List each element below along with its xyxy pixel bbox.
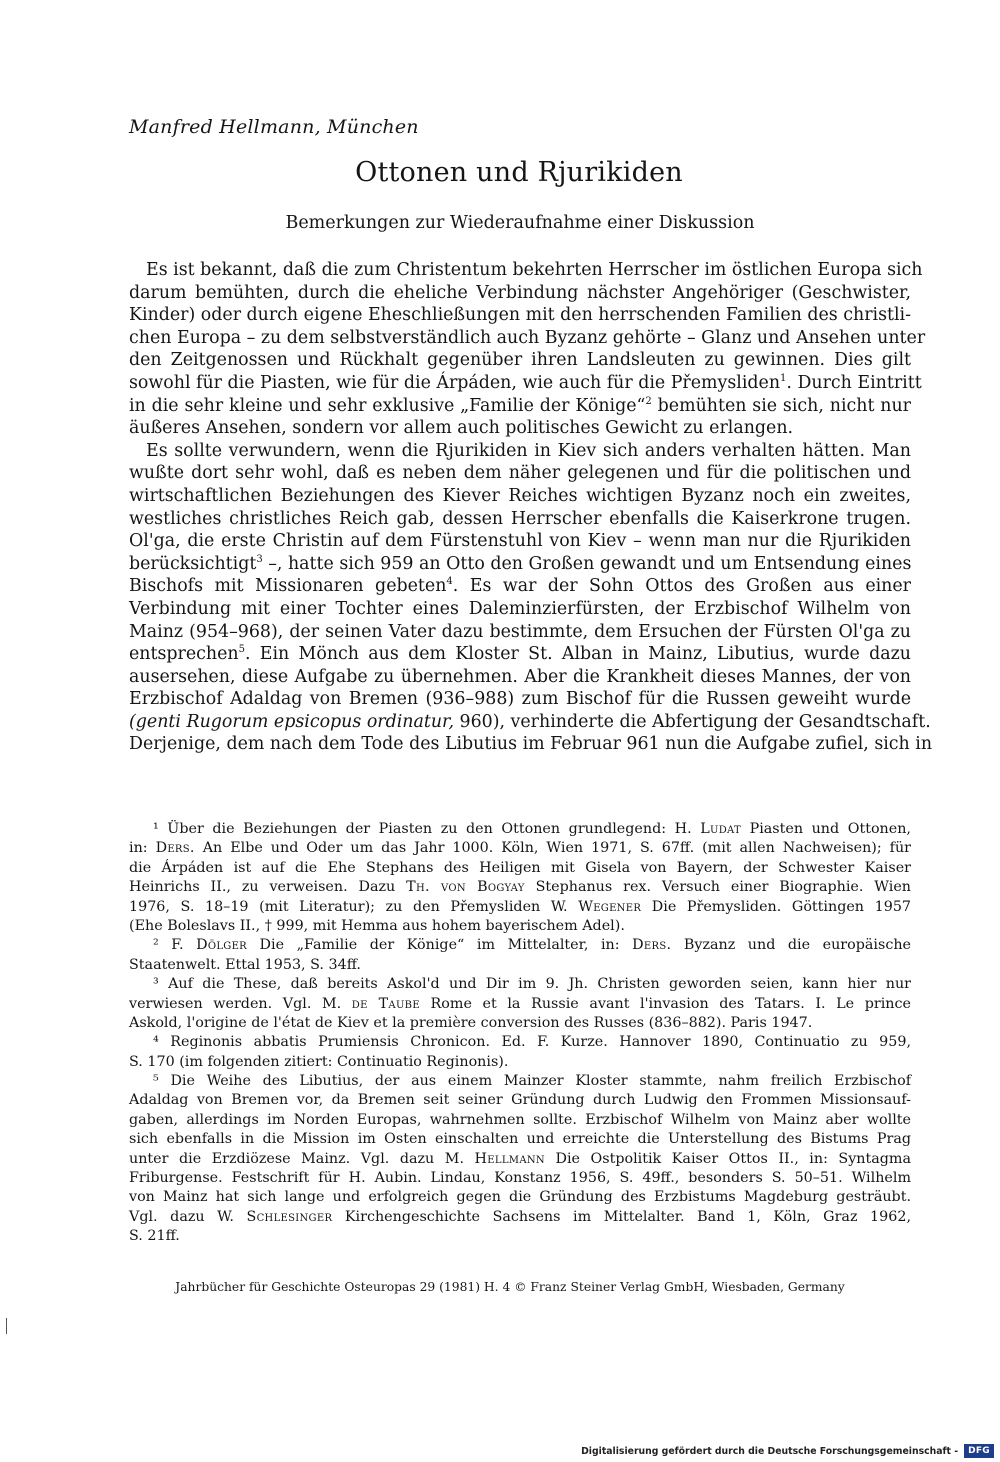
dfg-credit-text: Digitalisierung gefördert durch die Deutsche Forschungsgemeinschaft - [581, 1445, 959, 1457]
footnote-text: Die „Familie der Könige“ im Mittelalter, in: [247, 937, 633, 954]
body-line: Verbindung mit einer Tochter eines Daleminzierfürsten, der Erzbischof Wilhelm von [129, 598, 911, 619]
body-text-segment: . Durch Eintritt [786, 372, 922, 393]
footnote-line: Staatenwelt. Ettal 1953, S. 34ff. [129, 956, 361, 973]
cited-author: Ders. [155, 840, 195, 857]
footnote-line: ³ Auf die These, daß bereits Askol'd und Dir im 9. Jh. Christen geworden seien, kann hier nur [153, 976, 911, 993]
body-text-segment: berücksichtigt [129, 553, 257, 574]
body-line: Mainz (954–968), der seinen Vater dazu bestimmte, dem Ersuchen der Fürsten Ol'ga zu [129, 621, 911, 642]
body-text-segment: bemühten sie sich, nicht nur [651, 395, 911, 416]
body-line: äußeres Ansehen, sondern vor allem auch politisches Gewicht zu erlangen. [129, 418, 794, 439]
body-text-segment: . Ein Mönch aus dem Kloster St. Alban in Mainz, Libutius, wurde dazu [244, 644, 911, 665]
footnote-line [129, 936, 911, 955]
footnote-line: Adaldag von Bremen vor, da Bremen seit seiner Gründung durch Ludwig den Frommen Missionsauf- [129, 1092, 911, 1109]
body-line [129, 372, 922, 395]
body-line [129, 575, 911, 598]
footnote-line [129, 839, 911, 858]
footnote-ref[interactable]: 1 [780, 372, 787, 384]
author-line: Manfred Hellmann, München [129, 116, 419, 138]
body-line [129, 553, 911, 576]
body-text-segment: in die sehr kleine und sehr exklusive „Familie der Könige“ [129, 395, 646, 416]
footnote-ref[interactable]: 5 [238, 644, 245, 656]
cited-author: Wegener [578, 898, 642, 915]
footnote-line: ⁴ Reginonis abbatis Prumiensis Chronicon. Ed. F. Kurze. Hannover 1890, Continuatio zu 959, [153, 1034, 911, 1051]
cited-author: Ders. [632, 937, 672, 954]
body-line: Es sollte verwundern, wenn die Rjurikiden in Kiev sich anders verhalten hätten. Man [146, 440, 911, 461]
body-line: Kinder) oder durch eigene Eheschließungen mit den herrschenden Familien des christli- [129, 305, 911, 326]
margin-mark [6, 1318, 7, 1334]
footnote-ref[interactable]: 3 [256, 553, 263, 565]
footnote-line [129, 995, 911, 1014]
footnote-text: ² F. [153, 937, 197, 954]
footnote-text: verwiesen werden. Vgl. M. [129, 995, 352, 1012]
footnote-text: Piasten und Ottonen, [741, 821, 911, 837]
footnote-text: ¹ Über die Beziehungen der Piasten zu den Ottonen grundlegend: H. [153, 821, 701, 837]
body-line: chen Europa – zu dem selbstverständlich auch Byzanz gehörte – Glanz und Ansehen unter [129, 327, 926, 348]
body-text-segment: . Es war der Sohn Ottos des Großen aus einer [452, 576, 911, 597]
footnote-line: S. 21ff. [129, 1228, 180, 1245]
footnote-text: Kirchengeschichte Sachsens im Mittelalter. Band 1, Köln, Graz 1962, [332, 1208, 911, 1225]
body-text-segment: 960), verhinderte die Abfertigung der Gesandtschaft. [454, 711, 931, 732]
footnote-text: Byzanz und die europäische [671, 937, 912, 954]
body-line: Es ist bekannt, daß die zum Christentum bekehrten Herrscher im östlichen Europa sich [146, 260, 923, 280]
footnote-line: Friburgense. Festschrift für H. Aubin. Lindau, Konstanz 1956, S. 49ff., besonders S. 50–51. Wilhelm [129, 1170, 911, 1187]
dfg-logo-icon[interactable]: DFG [964, 1444, 994, 1458]
cited-author: Schlesinger [246, 1208, 333, 1225]
footnote-line [129, 1208, 911, 1227]
body-line: Erzbischof Adaldag von Bremen (936–988) zum Bischof für die Russen geweiht wurde [129, 689, 911, 710]
body-line: darum bemühten, durch die eheliche Verbindung nächster Angehöriger (Geschwister, [129, 282, 911, 303]
body-line: westliches christliches Reich gab, dessen Herrscher ebenfalls die Kaiserkrone trugen. [129, 508, 911, 529]
body-text-segment: entsprechen [129, 644, 239, 665]
footnote-line [129, 878, 911, 897]
latin-quote: (genti Rugorum epsicopus ordinatur, [129, 711, 454, 732]
cited-author: Hellmann [474, 1150, 545, 1167]
body-line [129, 395, 911, 418]
footnote-text: Die Ostpolitik Kaiser Ottos II., in: Syntagma [544, 1150, 912, 1167]
footnote-ref[interactable]: 2 [645, 395, 652, 407]
footnote-line: (Ehe Boleslavs II., † 999, mit Hemma aus hohem bayerischem Adel). [129, 917, 625, 934]
footnote-text: Die Přemysliden. Göttingen 1957 [641, 898, 912, 915]
journal-footer: Jahrbücher für Geschichte Osteuropas 29 (1981) H. 4 © Franz Steiner Verlag GmbH, Wiesbaden, Germany [175, 1280, 845, 1294]
cited-author: de Taube [351, 995, 420, 1012]
cited-author: Ludat [700, 821, 741, 837]
body-line: den Zeitgenossen und Rückhalt gegenüber ihren Landsleuten zu gewinnen. Dies gilt [129, 350, 911, 371]
footnote-text: Heinrichs II., zu verweisen. Dazu [129, 879, 407, 896]
footnote-line [129, 820, 911, 839]
footnote-text: 1976, S. 18–19 (mit Literatur); zu den Přemysliden W. [129, 898, 579, 915]
body-text-segment: –, hatte sich 959 an Otto den Großen gewandt und um Entsendung eines [262, 553, 912, 574]
cited-author: Dölger [196, 937, 247, 954]
footnote-ref[interactable]: 4 [446, 576, 453, 588]
body-line: ausersehen, diese Aufgabe zu übernehmen. Aber die Krankheit dieses Mannes, der von [129, 666, 911, 687]
body-line [129, 643, 911, 666]
article-title: Ottonen und Rjurikiden [355, 157, 683, 188]
footnote-line [129, 898, 911, 917]
body-line: wirtschaftlichen Beziehungen des Kiever Reiches wichtigen Byzanz noch ein zweites, [129, 485, 911, 506]
footnote-text: Rome et la Russie avant l'invasion des Tatars. I. Le prince [419, 995, 911, 1012]
body-line [129, 711, 931, 734]
footnote-text: Stephanus rex. Versuch einer Biographie. Wien [524, 879, 911, 896]
footnote-line: S. 170 (im folgenden zitiert: Continuatio Reginonis). [129, 1053, 509, 1070]
footnote-text: unter die Erzdiözese Mainz. Vgl. dazu M. [129, 1150, 475, 1167]
footnote-text: Vgl. dazu W. [129, 1208, 247, 1225]
body-line: Ol'ga, die erste Christin auf dem Fürstenstuhl von Kiev – wenn man nur die Rjurikiden [129, 531, 911, 552]
body-text-segment: sowohl für die Piasten, wie für die Árpáden, wie auch für die Přemysliden [129, 372, 781, 393]
body-line: Derjenige, dem nach dem Tode des Libutius im Februar 961 nun die Aufgabe zufiel, sich in [129, 734, 933, 755]
footnote-line: die Árpáden ist auf die Ehe Stephans des Heiligen mit Gisela von Bayern, der Schwester Kaiser [129, 859, 911, 876]
footnote-line: ⁵ Die Weihe des Libutius, der aus einem Mainzer Kloster stammte, nahm freilich Erzbischof [153, 1073, 911, 1090]
footnote-line [129, 1150, 911, 1169]
footnote-text: in: [129, 840, 156, 857]
cited-author: Th. von Bogyay [406, 879, 525, 896]
dfg-credit [581, 1443, 994, 1459]
footnote-text: An Elbe und Oder um das Jahr 1000. Köln, Wien 1971, S. 67ff. (mit allen Nachweisen); für [194, 840, 911, 857]
body-text [129, 259, 933, 756]
footnote-line: gaben, allerdings im Norden Europas, wahrnehmen sollte. Erzbischof Wilhelm von Mainz aber wollte [129, 1111, 911, 1128]
footnote-line: Askold, l'origine de l'état de Kiev et la première conversion des Russes (836–882). Paris 1947. [129, 1014, 813, 1031]
article-subtitle: Bemerkungen zur Wiederaufnahme einer Diskussion [285, 213, 755, 233]
footnote-line: von Mainz hat sich lange und erfolgreich gegen die Gründung des Erzbistums Magdeburg gesträubt. [129, 1189, 911, 1206]
body-text-segment: Bischofs mit Missionaren gebeten [129, 576, 447, 597]
footnote-line: sich ebenfalls in die Mission im Osten einschalten und erreichte die Unterstellung des Bistums Prag [129, 1131, 911, 1148]
body-line: wußte dort sehr wohl, daß es neben dem näher gelegenen und für die politischen und [129, 463, 911, 484]
footnotes [129, 820, 911, 1247]
